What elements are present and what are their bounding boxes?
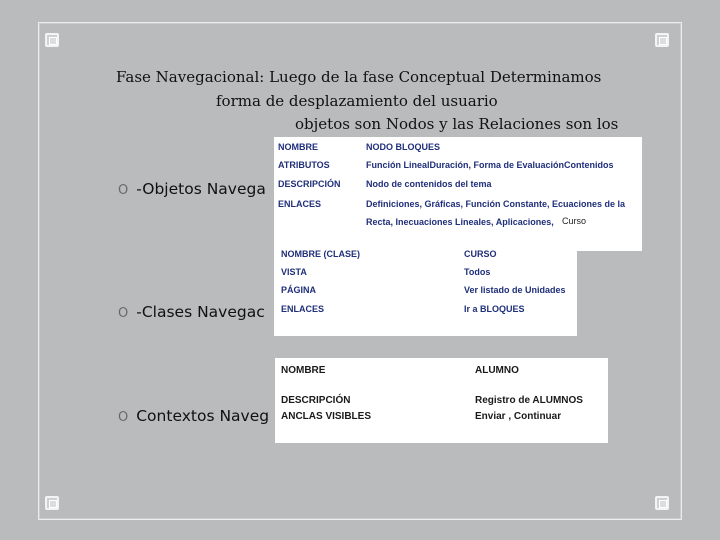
bullet-item [118,302,265,324]
table-value: Ver listado de Unidades [464,285,566,295]
table-value: Registro de ALUMNOS [475,395,583,406]
navigational-class-table [274,244,577,336]
bullet-item [118,406,269,428]
table-label: PÁGINA [281,285,317,295]
table-value: Curso [562,216,587,226]
table-value: Definiciones, Gráficas, Función Constante, Ecuaciones de la [366,199,626,209]
table-value: Recta, Inecuaciones Lineales, Aplicaciones, [366,217,554,227]
table-value: Nodo de contenidos del tema [366,179,492,189]
table-label: NOMBRE [281,365,326,376]
table-value: NODO BLOQUES [366,142,441,152]
bullet-marker-icon: O [118,306,129,321]
navigational-object-table [274,137,642,251]
table-label: ATRIBUTOS [278,160,330,170]
corner-ornament-icon [45,496,59,510]
bullet-marker-icon: O [118,183,129,198]
table-value: Enviar , Continuar [475,411,562,422]
slide-title-line: Fase Navegacional: Luego de la fase Conceptual Determinamos [116,68,602,86]
table-value: ALUMNO [475,365,519,376]
table-label: ANCLAS VISIBLES [281,411,372,422]
slide-title-line: objetos son Nodos y las Relaciones son los [295,115,619,133]
bullet-item [118,179,266,201]
table-label: VISTA [281,267,307,277]
table-label: NOMBRE [278,142,318,152]
table-label: NOMBRE (CLASE) [281,249,360,259]
table-label: DESCRIPCIÓN [281,395,351,406]
corner-ornament-icon [45,33,59,47]
table-label: ENLACES [281,304,325,314]
table-value: Función LinealDuración, Forma de EvaluaciónContenidos [366,160,614,170]
table-label: ENLACES [278,199,322,209]
bullet-text: Contextos Naveg [136,407,270,425]
corner-ornament-icon [655,496,669,510]
table-value: Ir a BLOQUES [464,304,525,314]
table-value: CURSO [464,249,497,259]
bullet-marker-icon: O [118,410,129,425]
slide-title-line: forma de desplazamiento del usuario [216,92,498,110]
table-label: DESCRIPCIÓN [278,179,341,189]
bullet-text: -Clases Navegac [136,303,265,321]
table-value: Todos [464,267,491,277]
navigational-context-table [275,358,608,443]
bullet-text: -Objetos Navega [136,180,266,198]
corner-ornament-icon [655,33,669,47]
